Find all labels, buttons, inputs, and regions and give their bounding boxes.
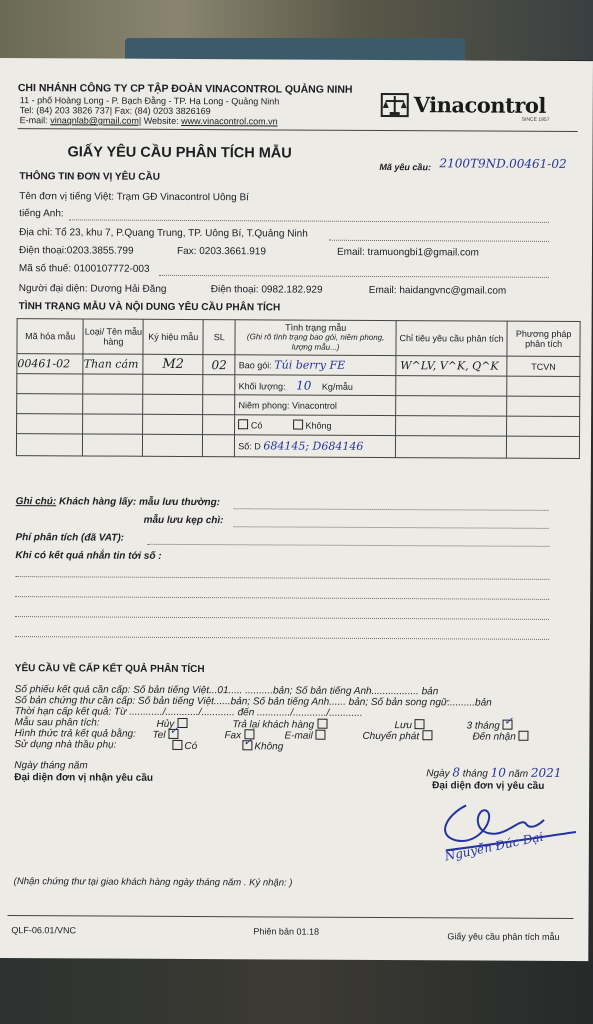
after-keep: Lưu — [394, 719, 425, 732]
company-contact: E-mail: vinaqnlab@gmail.com| Website: www.vinacontrol.com.vn — [19, 115, 278, 127]
requester-rep-phone: Điện thoại: 0982.182.929 — [210, 284, 323, 296]
request-code-value: 2100T9ND.00461-02 — [439, 156, 567, 171]
col-header-method: Phương pháp phân tích — [507, 321, 580, 356]
subcontractor-no: ✓ Không — [242, 740, 283, 753]
deliver-email: E-mail — [284, 729, 325, 742]
deliver-tel: Tel✓ — [152, 729, 178, 742]
pickup-checkbox[interactable] — [519, 731, 529, 741]
requester-email: Email: tramuongbi1@gmail.com — [336, 246, 479, 259]
result-line-1: Số phiếu kết quả cần cấp: Số bản tiếng Việt...01..... ..........bản; Số bản tiếng Anh................. bản — [14, 684, 439, 698]
company-name: CHI NHÁNH CÔNG TY CP TẬP ĐOÀN VINACONTROL QUẢNG NINH — [17, 82, 353, 96]
cell-indicators: W^LV, V^K, Q^K — [396, 356, 507, 377]
requester-phone: Điện thoại:0203.3855.799 — [18, 245, 134, 257]
cell-weight: Khối lượng: 10 Kg/mẫu — [235, 375, 396, 396]
background-bottom — [0, 955, 593, 1024]
cell-package: Bao gói: Túi berry FE — [235, 355, 396, 376]
signature-scribble-icon — [426, 795, 586, 876]
sub-no-checkbox[interactable] — [242, 740, 252, 750]
cell-code: 00461-02 — [17, 354, 83, 374]
cell-type: Than cám — [83, 354, 143, 374]
post-checkbox[interactable] — [422, 730, 432, 740]
deliver-pickup: Đến nhận — [472, 730, 528, 743]
requester-fax: Fax: 0203.3661.919 — [176, 245, 266, 258]
col-header-indicators: Chỉ tiêu yêu cầu phân tích — [396, 321, 507, 357]
result-line-3: Thời hạn cấp kết quả: Từ ............/............/............ đến ............/............/............ — [14, 706, 363, 719]
sample-section-title: TÌNH TRẠNG MẪU VÀ NỘI DUNG YÊU CẦU PHÂN TÍCH — [18, 301, 281, 314]
fee-label: Phí phân tích (đã VAT): — [15, 532, 125, 544]
footer-version: Phiên bản 01.18 — [253, 926, 320, 937]
requester-tax: Mã số thuế: 0100107772-003 — [18, 263, 150, 275]
sms-label: Khi có kết quả nhắn tin tới số : — [15, 550, 162, 562]
requester-rep: Người đại diện: Dương Hải Đăng — [18, 283, 167, 295]
requester-name-en: tiếng Anh: — [19, 208, 64, 220]
col-header-type: Loại/ Tên mẫu hàng — [83, 319, 143, 354]
right-signer-title: Đại diện đơn vị yêu cầu — [432, 780, 545, 792]
seal-no-checkbox[interactable] — [293, 420, 303, 430]
table-row — [16, 434, 579, 459]
logo-text: Vinacontrol — [413, 92, 546, 118]
form-title: GIẤY YÊU CẦU PHÂN TÍCH MẪU — [67, 144, 292, 162]
cell-seal: Niêm phong: Vinacontrol — [235, 395, 396, 416]
tel-checkbox[interactable] — [168, 729, 178, 739]
cell-mark: M2 — [143, 354, 203, 374]
left-signer-title: Đại diện đơn vị nhận yêu cầu — [14, 772, 154, 784]
col-header-status: Tình trạng mẫu (Ghi rõ tình trạng bao gói, niêm phong, lượng mẫu...) — [235, 320, 396, 356]
company-tel: Tel: (84) 203 3826 737| Fax: (84) 0203 3826169 — [19, 105, 211, 117]
company-email-link[interactable]: vinaqnlab@gmail.com| — [50, 115, 142, 126]
header-divider — [18, 128, 578, 132]
cell-seal-yesno: Có Không — [235, 415, 396, 436]
logo-emblem-icon — [380, 90, 410, 120]
subcontractor-label: Sử dụng nhà thầu phụ: — [14, 739, 117, 751]
seal-yes-checkbox[interactable] — [238, 419, 248, 429]
cell-qty: 02 — [203, 355, 235, 375]
cell-method: TCVN — [507, 356, 580, 376]
result-section-title: YÊU CẦU VỀ CẤP KẾT QUẢ PHÂN TÍCH — [14, 663, 205, 676]
vinacontrol-logo — [380, 90, 555, 127]
requester-address: Địa chỉ: Tổ 23, khu 7, P.Quang Trung, TP. Uông Bí, T.Quảng Ninh — [19, 227, 308, 240]
footer-name: Giấy yêu cầu phân tích mẫu — [447, 931, 560, 942]
requester-rep-email: Email: haidangvnc@gmail.com — [368, 284, 507, 297]
subcontractor-yes: Có — [172, 740, 197, 753]
sub-yes-checkbox[interactable] — [172, 740, 182, 750]
signer-name: Nguyễn Đức Đại — [443, 829, 545, 864]
footer-code: QLF-06.01/VNC — [11, 925, 76, 936]
col-header-mark: Ký hiệu mẫu — [143, 319, 203, 354]
receipt-line: (Nhận chứng thư tại giao khách hàng ngày tháng năm . Ký nhận: ) — [13, 876, 293, 889]
col-header-code: Mã hóa mẫu — [17, 319, 84, 354]
return-checkbox[interactable] — [317, 719, 327, 729]
result-line-2: Số bản chứng thư cần cấp: Số bản tiếng Việt......bản; Số bản tiếng Anh...... bản; Số bản song ngữ:.........bản — [14, 695, 492, 709]
company-address: 11 - phố Hoàng Long - P. Bạch Đằng - TP. Hạ Long - Quảng Ninh — [19, 95, 280, 107]
logo-since: SINCE 1957 — [521, 116, 550, 123]
note-sealed: mẫu lưu kẹp chì: — [143, 514, 224, 527]
after-return: Trả lại khách hàng — [232, 718, 327, 731]
left-date: Ngày tháng năm — [14, 760, 88, 772]
after-cancel: Hủy — [156, 718, 187, 731]
deliver-fax: Fax — [224, 729, 254, 742]
email-checkbox[interactable] — [316, 730, 326, 740]
requester-section-title: THÔNG TIN ĐƠN VỊ YÊU CẦU — [19, 171, 160, 183]
keep-checkbox[interactable] — [415, 719, 425, 729]
after-3-months: 3 tháng✓ — [466, 719, 512, 732]
three-months-checkbox[interactable] — [503, 720, 513, 730]
cell-seal-number: Số: D 684145; D684146 — [235, 435, 396, 458]
note-label: Ghi chú: Khách hàng lấy: mẫu lưu thường: — [15, 496, 221, 509]
request-code-label: Mã yêu cầu: — [379, 161, 431, 173]
after-analysis-label: Mẫu sau phân tích: — [14, 717, 100, 729]
sample-table — [16, 318, 581, 459]
col-header-qty: SL — [203, 320, 235, 355]
cancel-checkbox[interactable] — [177, 718, 187, 728]
document-page — [0, 58, 593, 961]
requester-name-vi: Tên đơn vị tiếng Việt: Trạm GĐ Vinacontrol Uông Bí — [19, 191, 249, 204]
company-website-link[interactable]: www.vinacontrol.com.vn — [181, 115, 278, 127]
right-date: Ngày 8 tháng 10 năm 2021 — [426, 765, 562, 780]
footer-divider — [8, 915, 574, 919]
deliver-post: Chuyển phát — [362, 730, 432, 743]
deliver-label: Hình thức trả kết quả bằng: — [14, 728, 136, 740]
